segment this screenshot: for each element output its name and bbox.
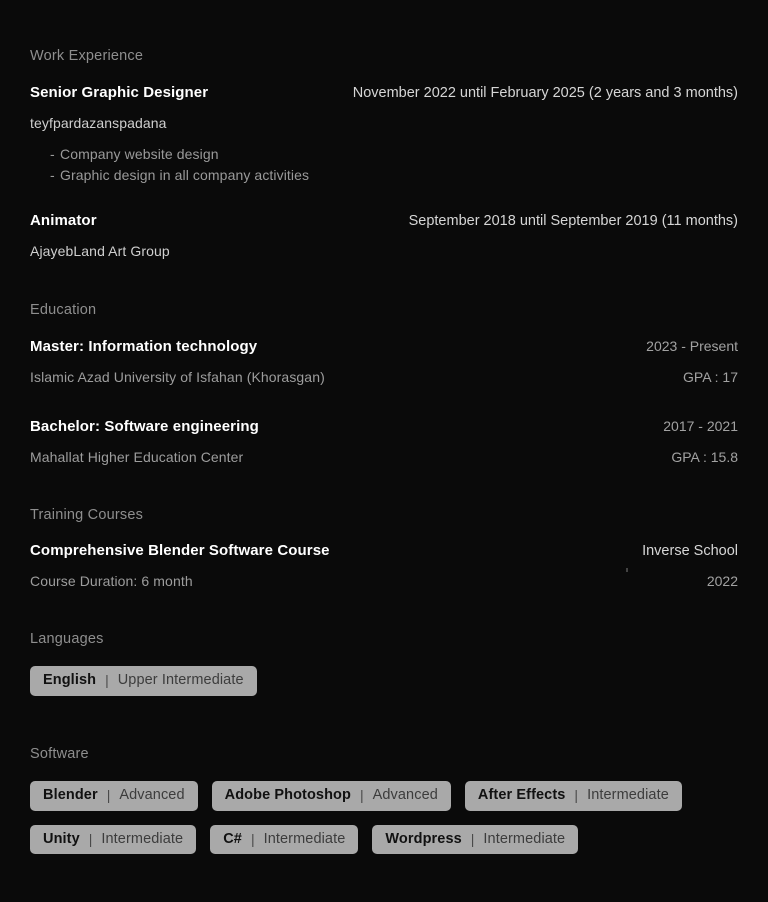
- work-entry-org-row: [30, 115, 738, 133]
- software-chip-name: Blender: [43, 787, 98, 803]
- software-chip-name: Wordpress: [385, 830, 462, 847]
- dash-icon: -: [50, 167, 55, 183]
- training-entry-provider: Inverse School: [642, 543, 738, 559]
- work-entry-title: Senior Graphic Designer: [30, 84, 209, 101]
- software-chip-level: Advanced: [119, 787, 185, 803]
- software-chip-name: Adobe Photoshop: [224, 787, 351, 803]
- list-item: [50, 165, 738, 186]
- work-entry-org-row: [30, 243, 738, 261]
- education-entry-institution: Mahallat Higher Education Center: [30, 449, 244, 465]
- section-heading-languages: Languages: [30, 631, 104, 647]
- chip-separator: |: [470, 830, 475, 847]
- education-entry-gpa: GPA : 15.8: [671, 449, 738, 465]
- section-heading-software: Software: [30, 746, 89, 762]
- work-entry-organization: AjayebLand Art Group: [30, 243, 170, 259]
- training-entry-duration: Course Duration: 6 month: [30, 573, 193, 589]
- section-heading-work-experience: Work Experience: [30, 48, 144, 64]
- language-chip-english[interactable]: [30, 666, 257, 696]
- software-chip-level: Intermediate: [101, 830, 184, 847]
- dash-icon: -: [50, 146, 55, 162]
- education-entry-gpa: GPA : 17: [683, 369, 738, 385]
- education-entry: [30, 418, 738, 465]
- language-chip-level: Upper Intermediate: [117, 672, 244, 688]
- education-entry-degree: Bachelor: Software engineering: [30, 418, 259, 435]
- work-entry-bullet-text: Graphic design in all company activities: [60, 167, 310, 183]
- education-entry-degree: Master: Information technology: [30, 338, 258, 355]
- training-entry-duration-row: [30, 573, 738, 589]
- chip-separator: |: [106, 787, 111, 804]
- software-chip-level: Intermediate: [483, 830, 566, 847]
- work-entry-title-row: [30, 84, 738, 101]
- training-entry-title-row: [30, 542, 738, 559]
- chip-separator: |: [250, 830, 255, 847]
- education-entry-years: 2017 - 2021: [663, 418, 738, 434]
- education-entry-degree-row: [30, 338, 738, 355]
- work-entry: [30, 84, 738, 186]
- software-chip-after-effects[interactable]: [465, 781, 682, 811]
- work-entry-organization: teyfpardazanspadana: [30, 115, 167, 131]
- work-entry-period: September 2018 until September 2019 (11 months): [408, 213, 738, 229]
- education-entry-years: 2023 - Present: [646, 338, 738, 354]
- section-heading-education: Education: [30, 302, 97, 318]
- software-chip-csharp[interactable]: [210, 825, 358, 855]
- list-item: [50, 144, 738, 165]
- languages-chip-row: [30, 666, 738, 696]
- education-entry-degree-row: [30, 418, 738, 435]
- section-heading-training-courses: Training Courses: [30, 507, 144, 523]
- language-chip-name: English: [43, 672, 97, 688]
- software-chip-blender[interactable]: [30, 781, 198, 811]
- chip-separator: |: [105, 672, 109, 689]
- training-entry-year: 2022: [706, 573, 738, 589]
- software-chip-name: After Effects: [477, 787, 566, 803]
- education-entry: [30, 338, 738, 385]
- education-entry-institution: Islamic Azad University of Isfahan (Khorasgan): [30, 369, 325, 385]
- chip-separator: |: [88, 830, 93, 847]
- image-speck-artifact: [626, 568, 628, 572]
- work-entry-title-row: [30, 212, 738, 229]
- software-chip-name: C#: [223, 830, 242, 847]
- education-entry-institution-row: [30, 449, 738, 465]
- software-chip-adobe-photoshop[interactable]: [212, 781, 451, 811]
- work-entry: [30, 212, 738, 261]
- software-chip-wordpress[interactable]: [372, 825, 578, 855]
- work-entry-bullet-list: [30, 144, 738, 186]
- software-chip-name: Unity: [43, 830, 80, 847]
- training-entry-title: Comprehensive Blender Software Course: [30, 542, 330, 559]
- software-chip-level: Advanced: [372, 787, 438, 803]
- work-entry-bullet-text: Company website design: [60, 146, 219, 162]
- work-entry-title: Animator: [30, 212, 97, 229]
- work-entry-period: November 2022 until February 2025 (2 years and 3 months): [352, 85, 738, 101]
- education-entry-institution-row: [30, 369, 738, 385]
- chip-separator: |: [359, 787, 364, 804]
- software-chip-level: Intermediate: [263, 830, 346, 847]
- software-chip-unity[interactable]: [30, 825, 196, 855]
- software-chip-level: Intermediate: [587, 787, 669, 803]
- software-chip-row: [30, 781, 738, 854]
- chip-separator: |: [574, 787, 579, 804]
- training-entry: [30, 542, 738, 589]
